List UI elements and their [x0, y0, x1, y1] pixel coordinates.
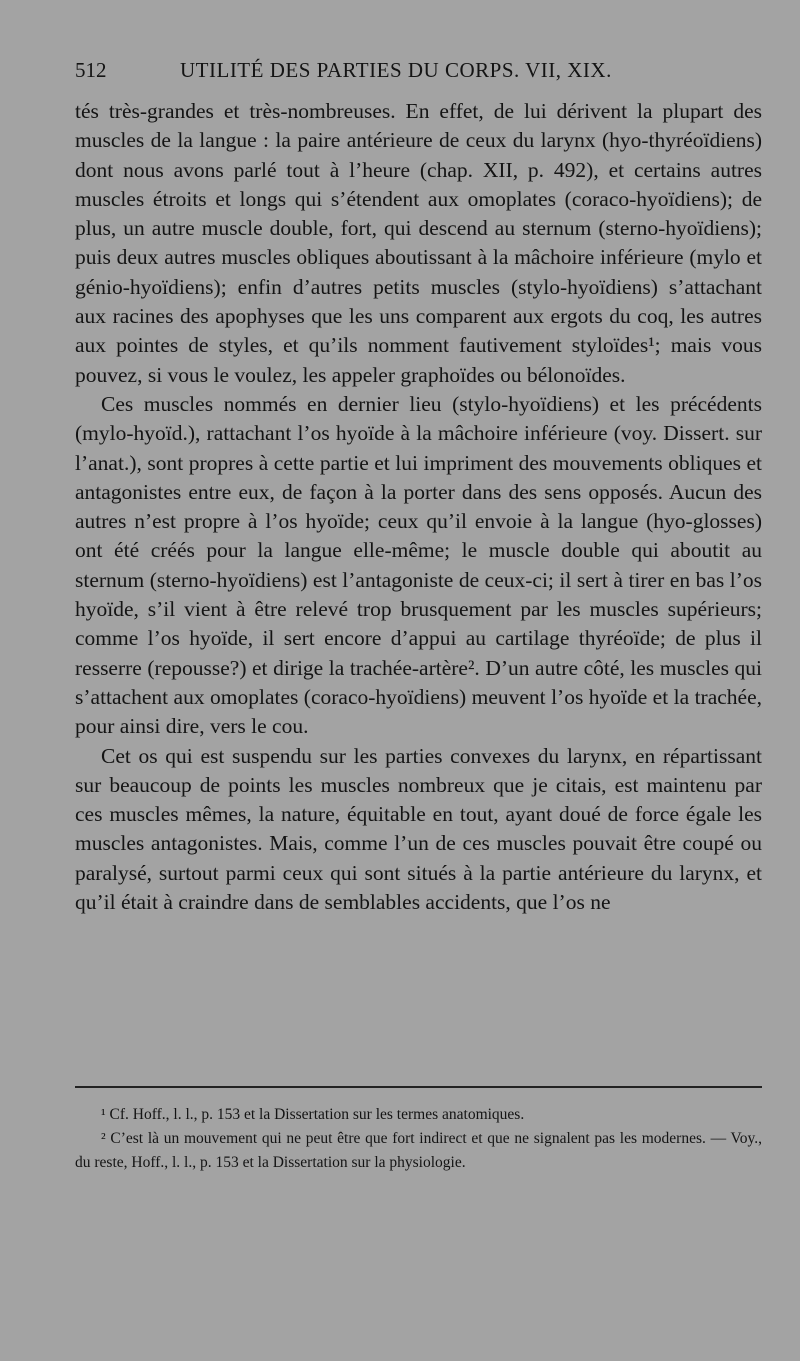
footnote-2: ² C’est là un mouvement qui ne peut être que fort indirect et que ne signalent pas les modernes. — Voy., du reste, Hoff., l. l., p. 153 et la Dissertation sur la physiologie.	[75, 1130, 762, 1171]
footnote-rule	[75, 1086, 762, 1088]
paragraph-2: Ces muscles nommés en dernier lieu (stylo-hyoïdiens) et les précédents (mylo-hyoïd.), rattachant l’os hyoïde à la mâchoire inférieure (voy. Dissert. sur l’anat.), sont propres à cette partie et lui impriment des mouvements obliques et antagonistes entre eux, de façon à la porter dans des sens opposés. Aucun des autres n’est propre à l’os hyoïde; ceux qu’il envoie à la langue (hyo-glosses) ont été créés pour la langue elle-même; le muscle double qui aboutit au sternum (sterno-hyoïdiens) est l’antagoniste de ceux-ci; il sert à tirer en bas l’os hyoïde, s’il vient à être relevé trop brusquement par les muscles supérieurs; comme l’os hyoïde, il sert encore d’appui au cartilage thyréoïde; de plus il resserre (repousse?) et dirige la trachée-artère². D’un autre côté, les muscles qui s’attachent aux omoplates (coraco-hyoïdiens) meuvent l’os hyoïde et la trachée, pour ainsi dire, vers le cou.	[75, 391, 762, 739]
running-title: UTILITÉ DES PARTIES DU CORPS. VII, XIX.	[180, 58, 612, 82]
paragraph-1: tés très-grandes et très-nombreuses. En effet, de lui dérivent la plupart des muscles de la langue : la paire antérieure de ceux du larynx (hyo-thyréoïdiens) dont nous avons parlé tout à l’heure (chap. XII, p. 492), et certains autres muscles étroits et longs qui s’étendent aux omoplates (coraco-hyoïdiens); de plus, un autre muscle double, fort, qui descend au sternum (sterno-hyoïdiens); puis deux autres muscles obliques aboutissant à la mâchoire inférieure (mylo et génio-hyoïdiens); enfin d’autres petits muscles (stylo-hyoïdiens) s’attachant aux racines des apophyses que les uns comparent aux ergots du coq, les autres aux pointes de styles, et qu’ils nomment fautivement styloïdes¹; mais vous pouvez, si vous le voulez, les appeler graphoïdes ou bélonoïdes.	[75, 99, 762, 387]
paragraph-3: Cet os qui est suspendu sur les parties convexes du larynx, en répartissant sur beaucoup de points les muscles nombreux que je citais, est maintenu par ces muscles mêmes, la nature, équitable en tout, ayant doué de force égale les muscles antagonistes. Mais, comme l’un de ces muscles pouvait être coupé ou paralysé, surtout parmi ceux qui sont situés à la partie antérieure du larynx, et qu’il était à craindre dans de semblables accidents, que l’os ne	[75, 743, 762, 915]
footnote-1: ¹ Cf. Hoff., l. l., p. 153 et la Dissertation sur les termes anatomiques.	[101, 1106, 525, 1123]
body-text	[75, 97, 762, 917]
footnotes	[75, 1103, 762, 1175]
page-number: 512	[75, 58, 107, 82]
